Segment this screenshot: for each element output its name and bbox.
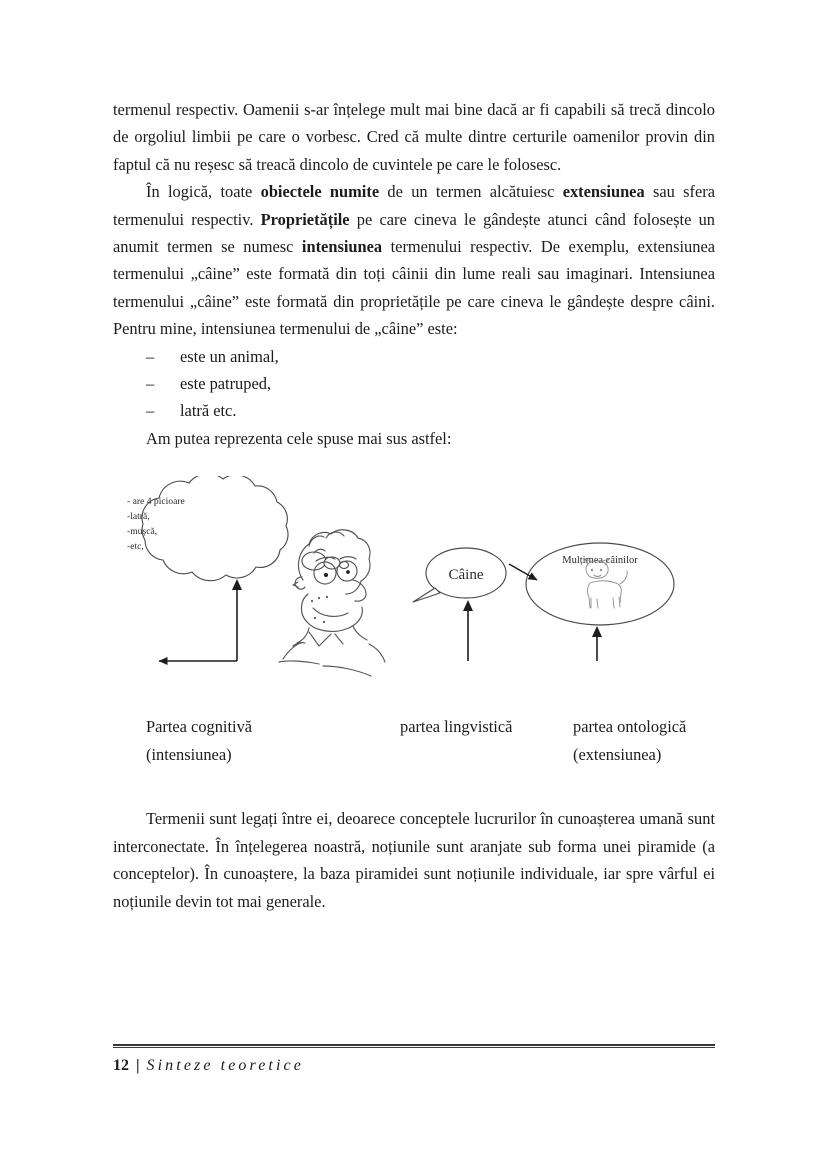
figure-captions bbox=[113, 713, 715, 775]
figure-drawing bbox=[113, 476, 715, 711]
footer-line bbox=[113, 1057, 715, 1075]
dash-marker: – bbox=[146, 346, 155, 366]
thought-line-2: -latră, bbox=[127, 511, 150, 523]
term-intensiunea: intensiunea bbox=[301, 237, 383, 257]
term-obiectele-numite: obiectele numite bbox=[260, 182, 380, 202]
caption-ontological bbox=[573, 713, 686, 768]
thought-line-1: - are 4 picioare bbox=[127, 496, 185, 508]
figure-spacer bbox=[113, 775, 715, 805]
list-item bbox=[113, 370, 715, 397]
list-item bbox=[113, 343, 715, 370]
dash-marker: – bbox=[146, 374, 155, 394]
thought-bubble-tail bbox=[302, 552, 349, 570]
intension-list bbox=[113, 343, 715, 425]
list-item-label: latră etc. bbox=[180, 401, 237, 421]
par2-segment-3: sau sfera termenului respectiv. bbox=[113, 182, 716, 229]
person-illustration bbox=[279, 530, 385, 676]
page-footer bbox=[113, 1044, 715, 1075]
set-ellipse-label: Mulțimea câinilor bbox=[562, 555, 638, 567]
term-proprietatile: Proprietățile bbox=[260, 209, 350, 229]
arrow-up-ontological bbox=[592, 626, 602, 661]
caption-ontological-line1: partea ontologică bbox=[573, 717, 687, 737]
par2-segment-1: În logică, toate bbox=[146, 182, 261, 202]
par2-segment-2: de un termen alcătuiesc bbox=[379, 182, 563, 202]
footer-book-title: Sinteze teoretice bbox=[146, 1057, 304, 1074]
caption-linguistic-line1: partea lingvistică bbox=[400, 717, 513, 737]
dash-marker: – bbox=[146, 401, 155, 421]
caption-linguistic bbox=[400, 713, 512, 740]
arrow-up-linguistic bbox=[463, 600, 473, 661]
paragraph-figure-leadin: Am putea reprezenta cele spuse mai sus astfel: bbox=[146, 428, 452, 448]
paragraph-definitions bbox=[113, 178, 715, 342]
list-item-label: este un animal, bbox=[180, 346, 279, 366]
page-content bbox=[113, 96, 715, 915]
footer-rule bbox=[113, 1044, 715, 1048]
semiotic-triangle-figure bbox=[113, 476, 715, 711]
list-item bbox=[113, 397, 715, 424]
page-number: 12 bbox=[113, 1057, 129, 1074]
caption-cognitive-line2: (intensiunea) bbox=[146, 744, 232, 764]
thought-line-3: -mușcă, bbox=[127, 526, 158, 538]
list-item-label: este patruped, bbox=[180, 374, 272, 394]
paragraph-continuation: termenul respectiv. Oamenii s-ar înțelege mult mai bine dacă ar fi capabili să trecă dincolo de orgoliul limbii pe care o vorbesc. Cred că multe dintre certurile oamenilor provin din faptul că nu reșesc să treacă dincolo de cuvintele pe care le folosesc. bbox=[113, 100, 715, 174]
arrow-up-cognitive-shaft bbox=[232, 579, 242, 661]
caption-cognitive-line1: Partea cognitivă bbox=[146, 717, 253, 737]
caption-cognitive bbox=[146, 713, 252, 768]
term-extensiunea: extensiunea bbox=[562, 182, 645, 202]
par2-segment-4: pe care cineva le gândește atunci când folosește un anumit termen se numesc bbox=[113, 209, 715, 257]
footer-separator: | bbox=[136, 1057, 140, 1074]
speech-bubble-label: Câine bbox=[448, 567, 484, 584]
thought-bubble bbox=[142, 476, 288, 581]
par2-segment-5: termenului respectiv. De exemplu, extensiunea termenului „câine” este formată din toți câinii din lume reali sau imaginari. Intensiunea termenului „câine” este formată din proprietățile pe care cineva le gândește despre câini. Pentru mine, intensiunea termenului de „câine” este: bbox=[113, 237, 715, 339]
thought-line-4: -etc, bbox=[127, 541, 144, 553]
paragraph-conclusion: Termenii sunt legați între ei, deoarece conceptele lucrurilor în cunoașterea umană sunt interconectate. În înțelegerea noastră, noțiunile sunt aranjate sub forma unei piramide (a conceptelor). În cunoaștere, la baza piramidei sunt noțiunile individuale, iar spre vârful ei noțiunile devin tot mai generale. bbox=[113, 809, 715, 911]
caption-ontological-line2: (extensiunea) bbox=[573, 744, 662, 764]
